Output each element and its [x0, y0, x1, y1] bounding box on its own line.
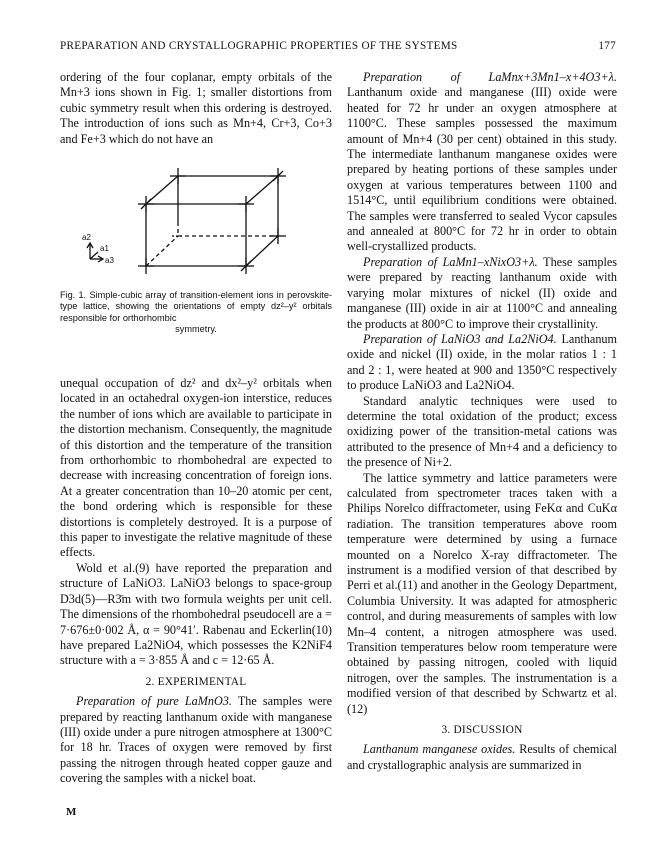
paragraph: Wold et al.(9) have reported the preparation and structure of LaNiO3. LaNiO3 belongs to space-group D3d(5)—R3̄m with two formula weights per unit cell. The dimensions of the rhombohedral pseudocell are a = 7·676±0·002 Å, α = 90°41′. Rabenau and Eckerlin(10) have prepared La2NiO4, which possesses the K2NiF4 structure with a = 3·855 Å and c = 12·65 Å.: [60, 560, 332, 668]
figure-caption: [60, 290, 332, 336]
paragraph-lead: Preparation of LaNiO3 and La2NiO4.: [363, 331, 557, 346]
paragraph: ordering of the four coplanar, empty orbitals of the Mn+3 ions shown in Fig. 1; smaller distortions from cubic symmetry result when this ordering is destroyed. The introduction of ions such as Mn+4, Cr+3, Co+3 and Fe+3 which do not have an: [60, 70, 332, 146]
left-column-top: [60, 70, 332, 147]
paragraph: Standard analytic techniques were used to determine the total oxidation of the product; excess oxidizing power of the transition-metal cations was attributed to the presence of Mn+4 and a deficiency to the presence of Ni+2.: [347, 393, 617, 470]
paragraph-body: These samples were prepared by reacting lanthanum oxide with varying molar mixtures of nickel (II) oxide and manganese (III) oxide in air at 1100°C and annealing the products at 800°C to improve their crystallinity.: [347, 254, 617, 331]
axis-label-a2: a2: [82, 233, 91, 242]
paragraph-lead: Lanthanum manganese oxides.: [363, 742, 516, 757]
running-header: [60, 40, 616, 58]
paragraph: [60, 694, 332, 786]
right-column: [347, 70, 617, 773]
cubic-lattice-diagram: [78, 164, 318, 289]
paragraph: [347, 255, 617, 332]
paragraph-lead: Preparation of LaMn1–xNixO3+λ.: [363, 254, 538, 269]
paragraph-lead: Preparation of pure LaMnO3.: [76, 694, 232, 709]
page-number: 177: [598, 40, 616, 52]
paragraph: The lattice symmetry and lattice parameters were calculated from spectrometer traces taken with a Philips Norelco diffractometer, using FeKα and CuKα radiation. The transition temperatures above room temperature were determined by using a furnace mounted on a Norelco X-ray diffractometer. The instrument is a modified version of that described by Perri et al.(11) and another in the Geology Department, Columbia University. It was adapted for atmospheric control, and during measurements of samples with low Mn–4 content, a nitrogen atmosphere was used. Transition temperatures below room temperature were obtained by passing nitrogen, cooled with liquid nitrogen, over the samples. The instrumentation is a modified version of that described by Schwartz et al.(12): [347, 470, 617, 716]
paragraph: [347, 742, 617, 773]
paragraph-body: Lanthanum oxide and manganese (III) oxide were heated for 72 hr under an oxygen atmosphere at 1100°C. These samples possessed the maximum amount of Mn+4 (30 per cent) obtained in this study. The intermediate lanthanum manganese oxides were prepared by heating portions of these samples under oxygen at various temperatures between 1100 and 1514°C, until equilibrium conditions were obtained. The samples were transferred to sealed Vycor capsules and annealed at 800°C for 72 hr in order to obtain well-crystallized products.: [347, 85, 617, 254]
paragraph-body: Results of chemical and crystallographic analysis are summarized in: [347, 742, 617, 772]
axis-label-a1: a1: [100, 244, 109, 253]
paragraph: [347, 332, 617, 394]
section-heading: 3. DISCUSSION: [441, 724, 523, 737]
running-title: PREPARATION AND CRYSTALLOGRAPHIC PROPERTIES OF THE SYSTEMS: [60, 40, 458, 52]
section-heading: 2. EXPERIMENTAL: [145, 675, 247, 688]
paragraph-body: Lanthanum oxide and nickel (II) oxide, in the molar ratios 1 : 1 and 2 : 1, were heated at 900 and 1350°C respectively to produce LaNiO3 and La2NiO4.: [347, 331, 617, 393]
axis-label-a3: a3: [105, 256, 114, 265]
caption-text: Fig. 1. Simple-cubic array of transition-element ions in perovskite-type lattice, showing the orientations of empty dz²–y² orbitals responsible for orthorhombic: [60, 290, 332, 323]
footer-signature-mark: M: [66, 806, 77, 818]
paragraph-body: The samples were prepared by reacting lanthanum oxide with manganese (III) oxide under a pure nitrogen atmosphere at 1300°C for 18 hr. Traces of oxygen were removed by first passing the nitrogen through heated copper gauze and covering the samples with a nickel boat.: [60, 694, 333, 786]
caption-text-end: symmetry.: [175, 324, 217, 335]
paragraph: [347, 70, 617, 255]
paragraph-lead: Preparation of LaMnx+3Mn1–x+4O3+λ.: [363, 70, 617, 84]
paragraph: unequal occupation of dz² and dx²–y² orbitals when located in an octahedral oxygen-ion interstice, reduces the number of ions which are available to participate in the distortion mechanism. Consequently, the magnitude of this distortion and the temperature of the transition from orthorhombic to rhombohedral are expected to decrease with increasing concentration of foreign ions. At a greater concentration than 10–20 atomic per cent, the bond ordering which is responsible for these distortions is completely destroyed. It is a purpose of this paper to investigate the relative magnitude of these effects.: [60, 376, 332, 560]
left-column-bottom: [60, 376, 332, 787]
figure-1: [78, 164, 318, 289]
